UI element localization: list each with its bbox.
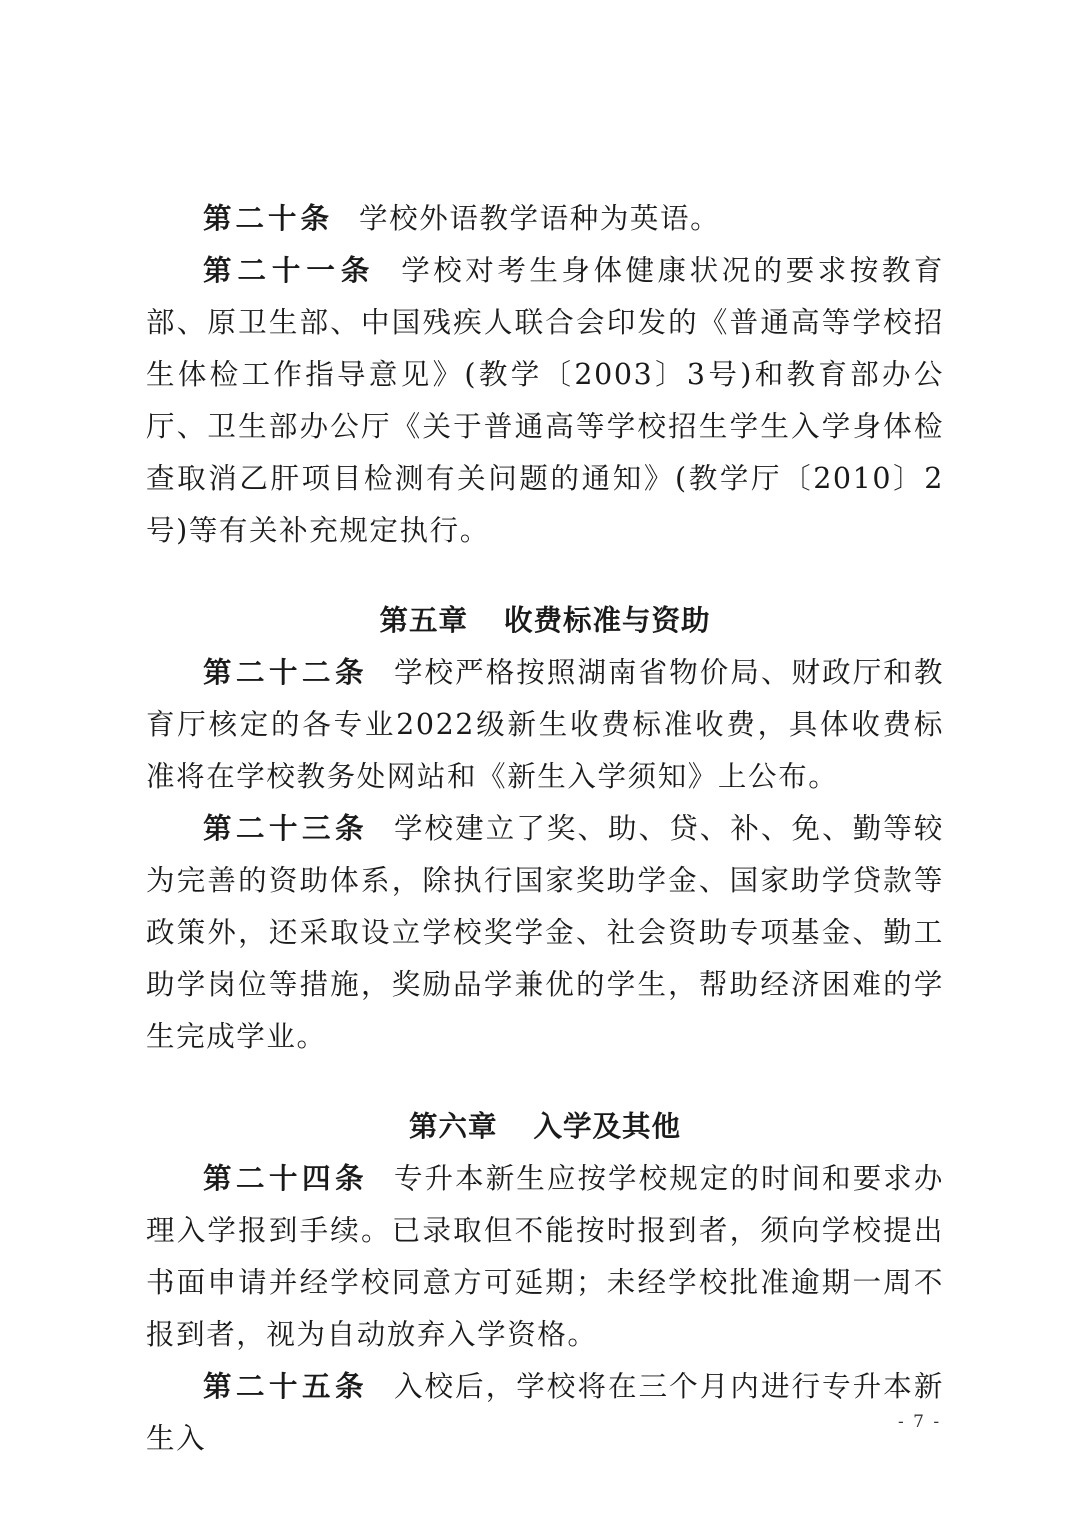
- chapter-number: 第六章: [408, 1110, 498, 1143]
- article-25: [146, 1361, 944, 1465]
- article-24: [146, 1153, 944, 1361]
- page-number: - 7 -: [898, 1412, 942, 1432]
- article-text: 学校对考生身体健康状况的要求按教育部、原卫生部、中国残疾人联合会印发的《普通高等学校招生体检工作指导意见》(教学〔2003〕3号)和教育部办公厅、卫生部办公厅《关于普通高等学校招生学生入学身体检查取消乙肝项目检测有关问题的通知》(教学厅〔2010〕2号)等有关补充规定执行。: [146, 254, 944, 547]
- article-text: 学校建立了奖、助、贷、补、免、勤等较为完善的资助体系，除执行国家奖助学金、国家助学贷款等政策外，还采取设立学校奖学金、社会资助专项基金、勤工助学岗位等措施，奖励品学兼优的学生，帮助经济困难的学生完成学业。: [146, 812, 944, 1053]
- article-22: [146, 647, 944, 803]
- article-label: 第二十五条: [203, 1370, 368, 1403]
- article-label: 第二十三条: [203, 812, 368, 845]
- article-20: [146, 193, 944, 245]
- chapter-number: 第五章: [379, 604, 468, 637]
- article-21: [146, 245, 944, 557]
- article-label: 第二十一条: [203, 254, 376, 287]
- article-text: 入校后，学校将在三个月内进行专升本新生入: [146, 1370, 944, 1455]
- chapter-6-heading: [146, 1101, 944, 1153]
- article-label: 第二十条: [203, 202, 334, 235]
- article-text: 学校严格按照湖南省物价局、财政厅和教育厅核定的各专业2022级新生收费标准收费，具体收费标准将在学校教务处网站和《新生入学须知》上公布。: [146, 656, 944, 793]
- article-label: 第二十四条: [203, 1162, 368, 1195]
- chapter-5-heading: [146, 595, 944, 647]
- article-23: [146, 803, 944, 1063]
- chapter-title: 入学及其他: [533, 1110, 682, 1143]
- article-label: 第二十二条: [203, 656, 368, 689]
- article-text: 专升本新生应按学校规定的时间和要求办理入学报到手续。已录取但不能按时报到者，须向学校提出书面申请并经学校同意方可延期；未经学校批准逾期一周不报到者，视为自动放弃入学资格。: [146, 1162, 944, 1351]
- chapter-title: 收费标准与资助: [504, 604, 711, 637]
- article-text: 学校外语教学语种为英语。: [359, 202, 721, 235]
- document-body: [146, 193, 944, 1465]
